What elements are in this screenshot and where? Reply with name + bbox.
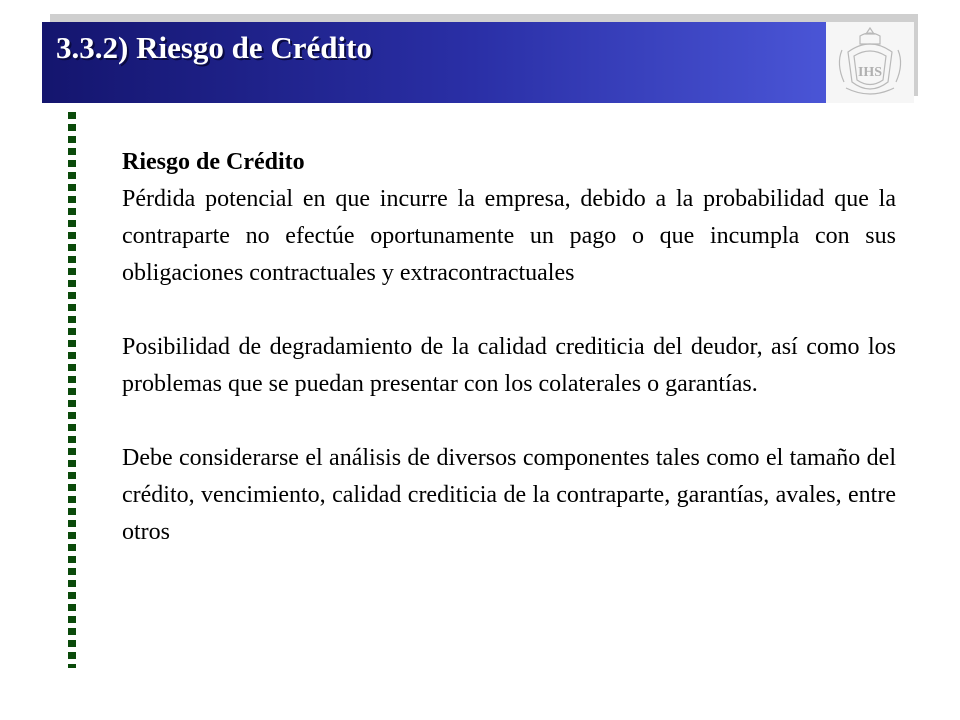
dotted-left-border xyxy=(68,112,76,668)
crest-monogram: IHS xyxy=(857,65,883,80)
body-heading: Riesgo de Crédito xyxy=(122,149,305,175)
logo xyxy=(826,22,914,103)
paragraph-degradation: Posibilidad de degradamiento de la calidad crediticia del deudor, así como los problemas que se puedan presentar con los colaterales o garantías. xyxy=(122,334,896,397)
page-title: 3.3.2) Riesgo de Crédito xyxy=(56,30,372,65)
paragraph-definition: Pérdida potencial en que incurre la empresa, debido a la probabilidad que la contraparte no efectúe oportunamente un pago o que incumpla con sus obligaciones contractuales y extracontractuales xyxy=(122,186,896,286)
paragraph-components: Debe considerarse el análisis de diversos componentes tales como el tamaño del crédito, vencimiento, calidad crediticia de la contraparte, garantías, avales, entre otros xyxy=(122,445,896,545)
slide-body xyxy=(122,144,896,551)
ihs-crest-icon xyxy=(826,22,914,103)
